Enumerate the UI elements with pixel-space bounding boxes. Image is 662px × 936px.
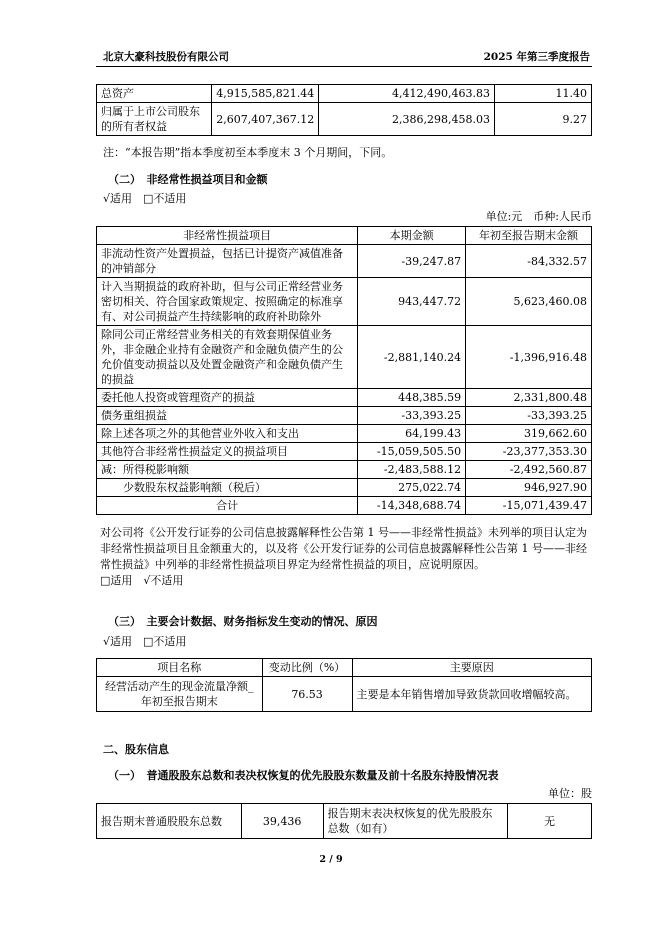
- header-cell: 年初至报告期末金额: [466, 227, 592, 245]
- current-amount: -2,881,140.24: [358, 326, 466, 389]
- ytd-amount: 2,331,800.48: [466, 389, 592, 407]
- total-row: [97, 497, 592, 515]
- item-cell: 其他符合非经常性损益定义的损益项目: [97, 443, 358, 461]
- value-cell: 2,607,407,367.12: [212, 103, 319, 136]
- table-row: [97, 407, 592, 425]
- applicable-flag: √适用 □不适用: [103, 635, 187, 648]
- header-cell: 项目名称: [97, 659, 263, 677]
- ytd-amount: -2,492,560.87: [466, 461, 592, 479]
- main-reason: 主要是本年销售增加导致货款回收增幅较高。: [352, 677, 592, 712]
- table-row: [97, 479, 592, 497]
- header-cell: 变动比例（%）: [262, 659, 352, 677]
- change-ratio: 76.53: [262, 677, 352, 712]
- applicable-flag: □适用 √不适用: [100, 574, 184, 587]
- header-cell: 主要原因: [352, 659, 592, 677]
- current-amount: -15,059,505.50: [358, 443, 466, 461]
- header-rule: [96, 66, 592, 67]
- item-cell: 除同公司正常经营业务相关的有效套期保值业务外，非金融企业持有金融资产和金融负债产生的公允价值变动损益以及处置金融资产和金融负债产生的损益: [97, 326, 358, 389]
- item-cell: 非流动性资产处置损益，包括已计提资产减值准备的冲销部分: [97, 245, 358, 278]
- item-name: 经营活动产生的现金流量净额_年初至报告期末: [97, 677, 263, 712]
- header-cell: 非经常性损益项目: [97, 227, 358, 245]
- top-financial-table: [96, 84, 592, 136]
- page-number: 2 / 9: [319, 854, 343, 865]
- table-row: [97, 278, 592, 326]
- shareholder-count-table: [96, 803, 592, 839]
- value-cell: 2,386,298,458.03: [319, 103, 495, 136]
- value-cell: 4,412,490,463.83: [319, 85, 495, 103]
- table-row: [97, 677, 592, 712]
- header-cell: 本期金额: [358, 227, 466, 245]
- unit-label: 单位：股: [548, 787, 592, 800]
- item-cell: 合计: [97, 497, 358, 515]
- value-cell: 4,915,585,821.44: [212, 85, 319, 103]
- ytd-amount: 5,623,460.08: [466, 278, 592, 326]
- table-row: [97, 443, 592, 461]
- ytd-amount: 319,662.60: [466, 425, 592, 443]
- current-amount: -14,348,688.74: [358, 497, 466, 515]
- label-cell: 报告期末普通股股东总数: [97, 804, 242, 839]
- table-header: [97, 659, 592, 677]
- non-recurring-gains-table: [96, 226, 592, 515]
- row-label: 归属于上市公司股东的所有者权益: [97, 103, 212, 136]
- current-amount: -33,393.25: [358, 407, 466, 425]
- ytd-amount: 946,927.90: [466, 479, 592, 497]
- section-title: （二） 非经常性损益项目和金额: [108, 173, 268, 186]
- table-row: [97, 103, 592, 136]
- current-amount: 275,022.74: [358, 479, 466, 497]
- ytd-amount: -33,393.25: [466, 407, 592, 425]
- table-row: [97, 804, 592, 839]
- company-name: 北京大豪科技股份有限公司: [103, 51, 229, 63]
- value-cell: 39,436: [241, 804, 323, 839]
- report-title: 2025 年第三季度报告: [483, 51, 590, 63]
- ytd-amount: -23,377,353.30: [466, 443, 592, 461]
- ytd-amount: -1,396,916.48: [466, 326, 592, 389]
- part-title: 二、股东信息: [103, 743, 169, 756]
- label-cell: 报告期末表决权恢复的优先股股东总数（如有）: [323, 804, 508, 839]
- current-amount: -39,247.87: [358, 245, 466, 278]
- item-cell: 除上述各项之外的其他营业外收入和支出: [97, 425, 358, 443]
- applicable-flag: √适用 □不适用: [103, 192, 187, 205]
- table-header: [97, 227, 592, 245]
- unit-label: 单位:元 币种:人民币: [485, 210, 592, 223]
- item-cell: 少数股东权益影响额（税后）: [97, 479, 358, 497]
- subsection-title: （一） 普通股股东总数和表决权恢复的优先股股东数量及前十名股东持股情况表: [108, 769, 499, 782]
- current-amount: -2,483,588.12: [358, 461, 466, 479]
- ytd-amount: -15,071,439.47: [466, 497, 592, 515]
- table-row: [97, 245, 592, 278]
- value-cell: 11.40: [495, 85, 592, 103]
- explanation-paragraph: 对公司将《公开发行证券的公司信息披露解释性公告第 1 号——非经常性损益》未列举的项目认定为非经常性损益项目且金额重大的，以及将《公开发行证券的公司信息披露解释性公告第 1 号——非经常性损益》中列举的非经常性损益项目界定为经常性损益的项目，应说明原因。: [100, 526, 587, 571]
- item-cell: 委托他人投资或管理资产的损益: [97, 389, 358, 407]
- item-cell: 减：所得税影响额: [97, 461, 358, 479]
- table-row: [97, 461, 592, 479]
- change-table: [96, 658, 592, 712]
- value-cell: 无: [508, 804, 592, 839]
- current-amount: 448,385.59: [358, 389, 466, 407]
- current-amount: 943,447.72: [358, 278, 466, 326]
- current-amount: 64,199.43: [358, 425, 466, 443]
- table-row: [97, 389, 592, 407]
- item-cell: 债务重组损益: [97, 407, 358, 425]
- row-label: 总资产: [97, 85, 212, 103]
- ytd-amount: -84,332.57: [466, 245, 592, 278]
- item-cell: 计入当期损益的政府补助，但与公司正常经营业务密切相关、符合国家政策规定、按照确定的标准享有、对公司损益产生持续影响的政府补助除外: [97, 278, 358, 326]
- table-row: [97, 85, 592, 103]
- table-row: [97, 425, 592, 443]
- table-row: [97, 326, 592, 389]
- value-cell: 9.27: [495, 103, 592, 136]
- section-title: （三） 主要会计数据、财务指标发生变动的情况、原因: [108, 615, 378, 628]
- footnote: 注：“本报告期”指本季度初至本季度末 3 个月期间，下同。: [103, 146, 393, 159]
